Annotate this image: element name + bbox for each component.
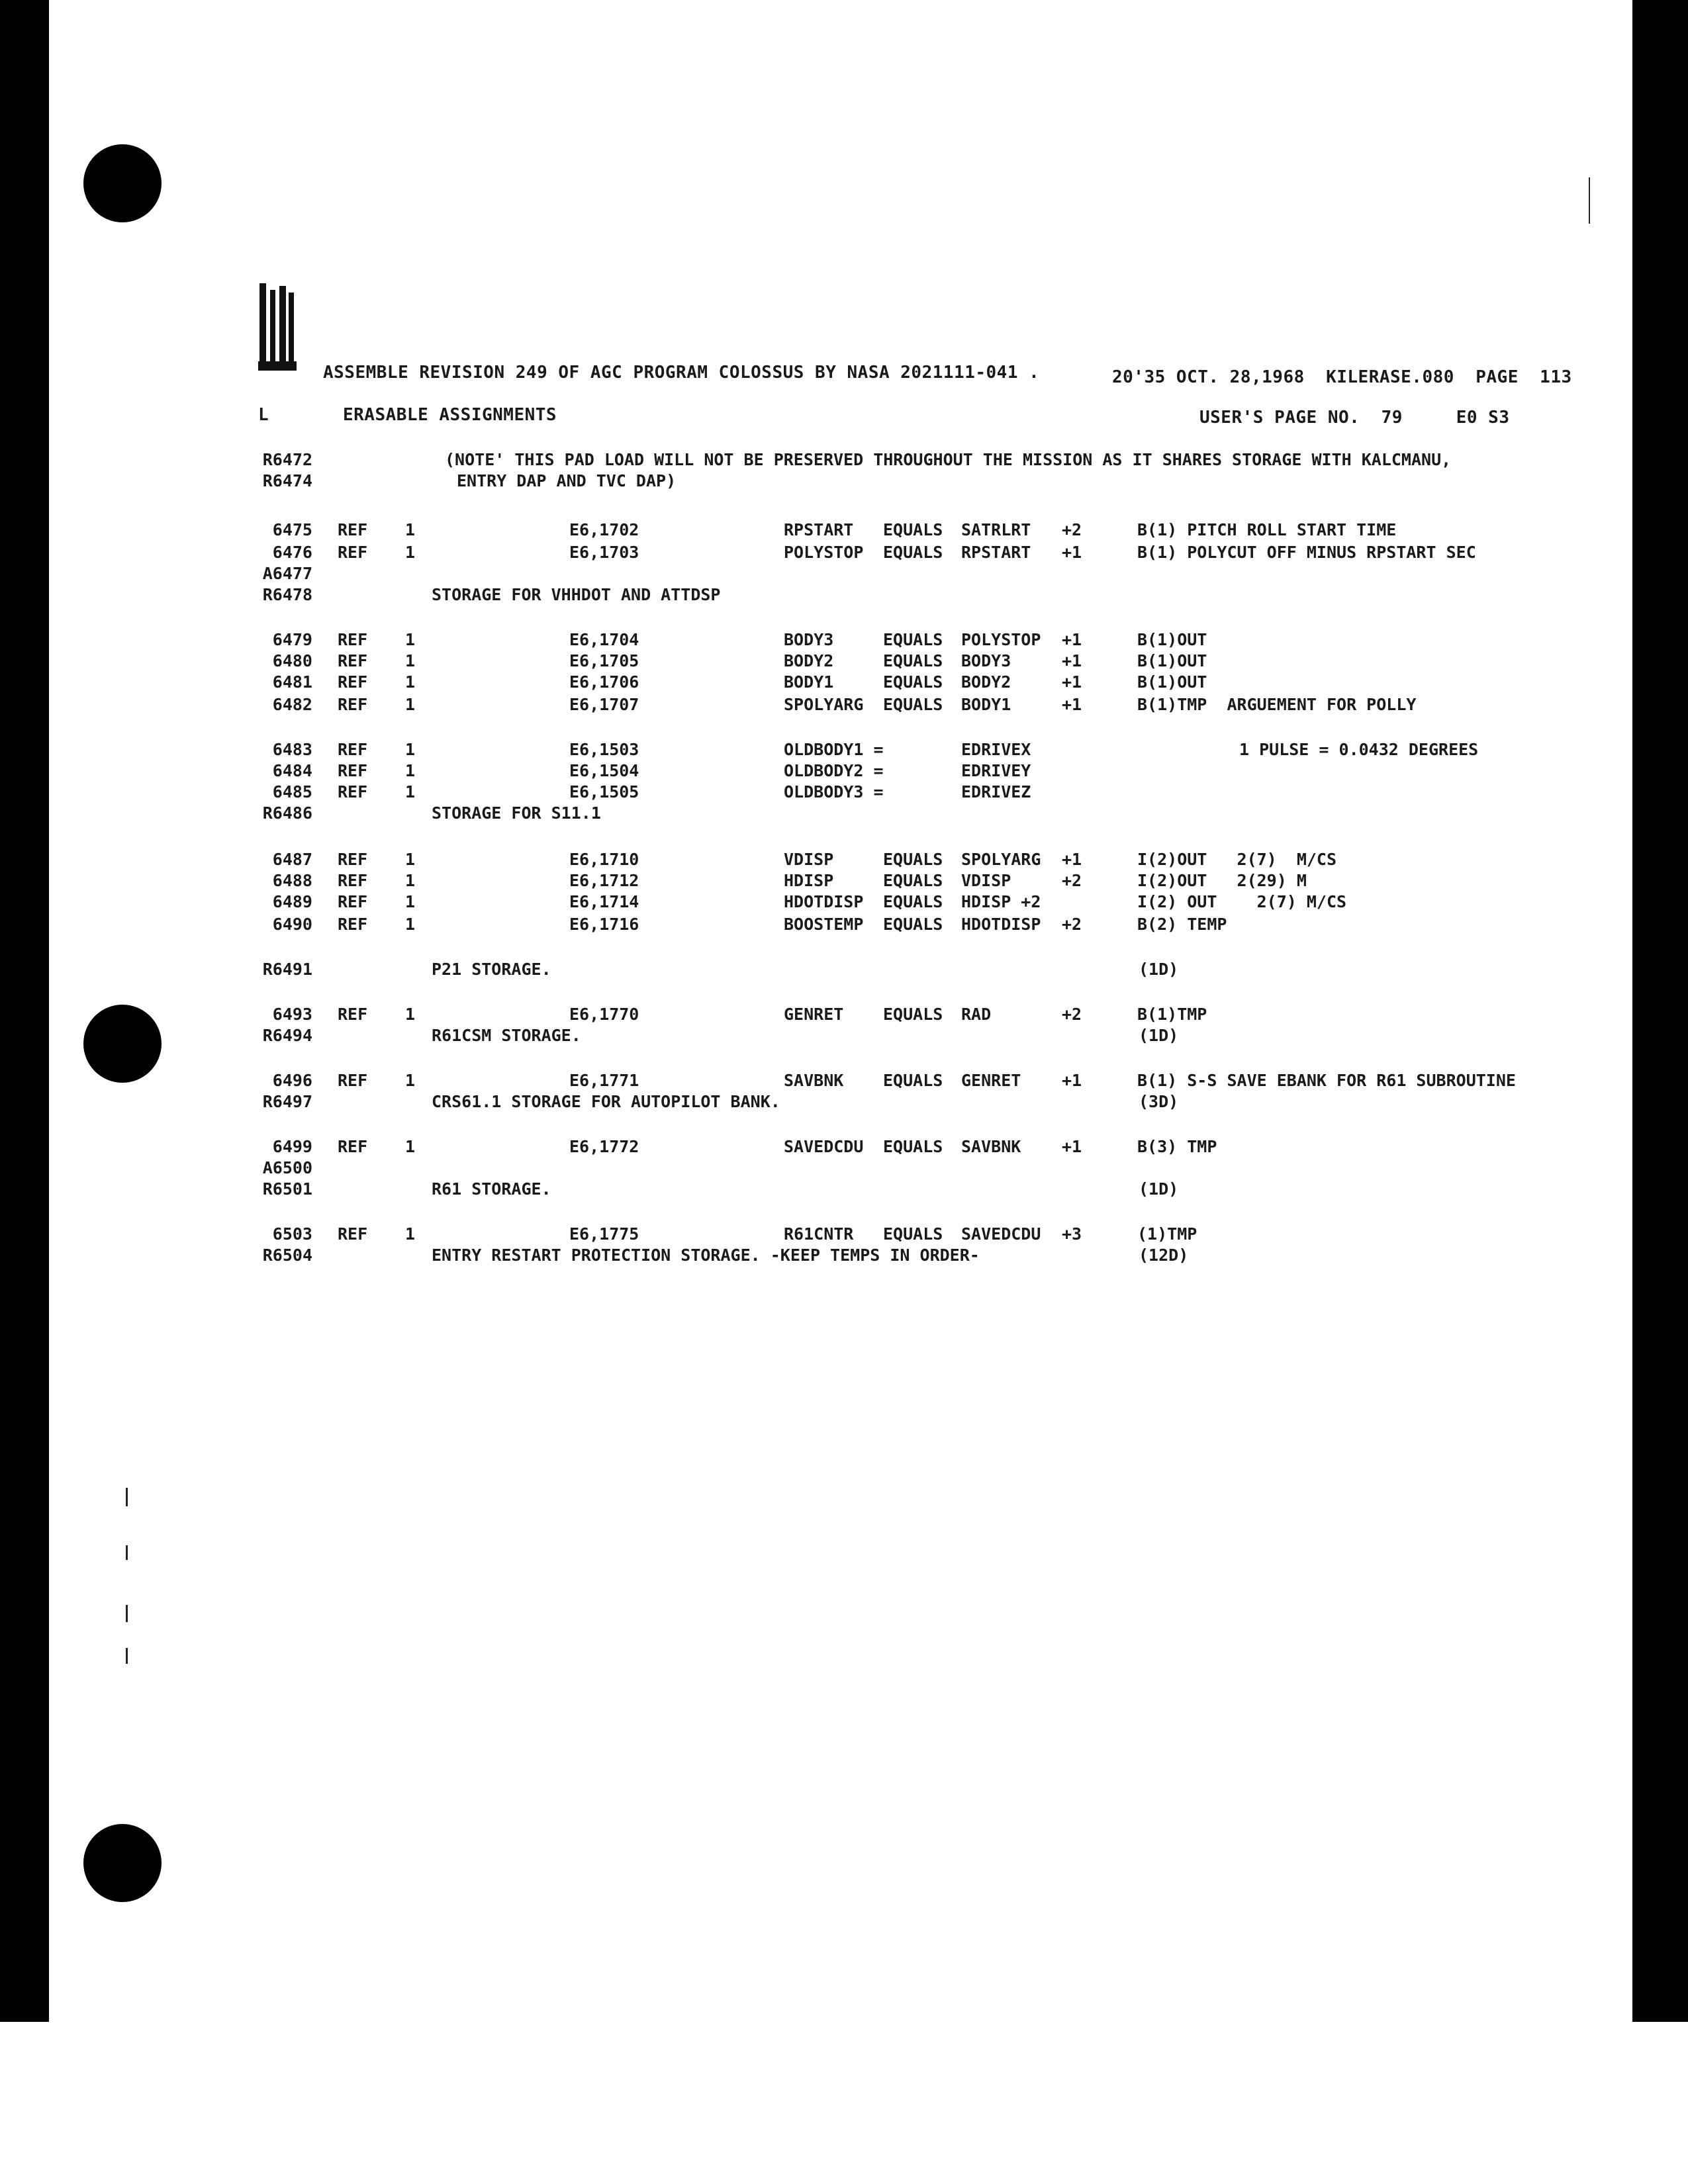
listing-line [0, 1026, 1688, 1050]
ref-flag: REF [338, 630, 368, 649]
margin-mark [126, 1605, 128, 1622]
ref-count: 1 [405, 630, 416, 649]
listing-line [0, 871, 1688, 895]
ref-count: 1 [405, 695, 416, 714]
symbol: SAVEDCDU [784, 1137, 864, 1156]
ref-count: 1 [405, 740, 416, 759]
symbol: OLDBODY1 = [784, 740, 884, 759]
ref-flag: REF [338, 1137, 368, 1156]
users-page-number: 79 [1381, 408, 1403, 428]
ref-count: 1 [405, 915, 416, 934]
operand: BODY3 [961, 651, 1011, 670]
remark-count: (3D) [1139, 1092, 1179, 1111]
symbol: BODY1 [784, 672, 834, 692]
operand: HDOTDISP [961, 915, 1041, 934]
ref-flag: REF [338, 695, 368, 714]
ref-count: 1 [405, 520, 416, 539]
address: E6,1710 [569, 850, 639, 869]
comment: B(1) POLYCUT OFF MINUS RPSTART SEC [1137, 543, 1476, 562]
address: E6,1714 [569, 892, 639, 911]
remark-text: R61CSM STORAGE. [432, 1026, 581, 1045]
address: E6,1704 [569, 630, 639, 649]
address: E6,1702 [569, 520, 639, 539]
offset: +1 [1062, 543, 1082, 562]
remark-count: (1D) [1139, 960, 1179, 979]
offset: +3 [1062, 1224, 1082, 1244]
remark-text: R61 STORAGE. [432, 1179, 551, 1199]
symbol: BOOSTEMP [784, 915, 864, 934]
opcode: EQUALS [883, 915, 943, 934]
line-number: A6500 [262, 1158, 312, 1177]
ref-flag: REF [338, 651, 368, 670]
operand: RPSTART [961, 543, 1031, 562]
users-page-label: USER'S PAGE NO. [1199, 408, 1360, 428]
comment: B(1)TMP ARGUEMENT FOR POLLY [1137, 695, 1417, 714]
offset: +1 [1062, 651, 1082, 670]
line-number: 6488 [272, 871, 312, 890]
remark-count: (12D) [1139, 1246, 1189, 1265]
ref-count: 1 [405, 1137, 416, 1156]
ref-count: 1 [405, 1005, 416, 1024]
symbol: RPSTART [784, 520, 854, 539]
opcode: EQUALS [883, 695, 943, 714]
offset: +1 [1062, 850, 1082, 869]
operand: SAVEDCDU [961, 1224, 1041, 1244]
margin-mark [126, 1648, 128, 1664]
listing-line [0, 850, 1688, 874]
address: E6,1770 [569, 1005, 639, 1024]
line-number: 6480 [272, 651, 312, 670]
symbol: R61CNTR [784, 1224, 854, 1244]
ref-count: 1 [405, 651, 416, 670]
opcode: EQUALS [883, 850, 943, 869]
comment: B(1) S-S SAVE EBANK FOR R61 SUBROUTINE [1137, 1071, 1516, 1090]
symbol: POLYSTOP [784, 543, 864, 562]
ref-flag: REF [338, 543, 368, 562]
listing-line [0, 892, 1688, 916]
offset: +1 [1062, 630, 1082, 649]
remark-count: (1D) [1139, 1179, 1179, 1199]
address: E6,1505 [569, 782, 639, 801]
listing-line [0, 761, 1688, 785]
offset: +1 [1062, 695, 1082, 714]
margin-mark [1589, 177, 1590, 224]
line-number: R6472 [262, 450, 312, 469]
address: E6,1775 [569, 1224, 639, 1244]
operand: EDRIVEY [961, 761, 1031, 780]
symbol: BODY3 [784, 630, 834, 649]
remark-count: (1D) [1139, 1026, 1179, 1045]
symbol: VDISP [784, 850, 834, 869]
comment: B(1)TMP [1137, 1005, 1207, 1024]
listing-line [0, 651, 1688, 675]
remark-text: STORAGE FOR S11.1 [432, 803, 601, 823]
opcode: EQUALS [883, 1005, 943, 1024]
listing-line [0, 803, 1688, 827]
listing-line [0, 1005, 1688, 1028]
comment: 1 PULSE = 0.0432 DEGREES [1239, 740, 1479, 759]
comment: B(1)OUT [1137, 651, 1207, 670]
ref-count: 1 [405, 543, 416, 562]
listing-line [0, 915, 1688, 938]
ref-count: 1 [405, 672, 416, 692]
line-number: 6482 [272, 695, 312, 714]
comment: B(1)OUT [1137, 672, 1207, 692]
listing-line [0, 450, 1688, 474]
remark-text: P21 STORAGE. [432, 960, 551, 979]
ebank-setting: E0 S3 [1456, 408, 1510, 428]
symbol: SPOLYARG [784, 695, 864, 714]
line-number: 6493 [272, 1005, 312, 1024]
margin-mark [126, 1545, 128, 1560]
listing-type: L [258, 405, 269, 425]
ref-flag: REF [338, 740, 368, 759]
symbol: HDOTDISP [784, 892, 864, 911]
listing-line [0, 1092, 1688, 1116]
listing-line [0, 672, 1688, 696]
offset: +1 [1062, 1137, 1082, 1156]
line-number: 6483 [272, 740, 312, 759]
operand: RAD [961, 1005, 992, 1024]
listing-line [0, 564, 1688, 588]
line-number: R6497 [262, 1092, 312, 1111]
operand: VDISP [961, 871, 1011, 890]
line-number: R6486 [262, 803, 312, 823]
ref-count: 1 [405, 782, 416, 801]
line-number: R6491 [262, 960, 312, 979]
address: E6,1707 [569, 695, 639, 714]
listing-line [0, 1158, 1688, 1182]
section-title: ERASABLE ASSIGNMENTS [343, 405, 557, 425]
listing-line [0, 740, 1688, 764]
operand: BODY2 [961, 672, 1011, 692]
line-number: R6478 [262, 585, 312, 604]
address: E6,1772 [569, 1137, 639, 1156]
line-number: R6504 [262, 1246, 312, 1265]
listing-line [0, 471, 1688, 495]
comment: I(2)OUT 2(29) M [1137, 871, 1307, 890]
line-number: 6503 [272, 1224, 312, 1244]
line-number: 6476 [272, 543, 312, 562]
line-number: R6494 [262, 1026, 312, 1045]
line-number: 6475 [272, 520, 312, 539]
ref-count: 1 [405, 850, 416, 869]
header-file: KILERASE.080 [1326, 367, 1454, 387]
ref-flag: REF [338, 915, 368, 934]
symbol: BODY2 [784, 651, 834, 670]
symbol: OLDBODY2 = [784, 761, 884, 780]
remark-text: STORAGE FOR VHHDOT AND ATTDSP [432, 585, 721, 604]
address: E6,1771 [569, 1071, 639, 1090]
listing-line [0, 782, 1688, 806]
ref-flag: REF [338, 761, 368, 780]
address: E6,1703 [569, 543, 639, 562]
listing-header: ASSEMBLE REVISION 249 OF AGC PROGRAM COLOSSUS BY NASA 2021111-041 . [323, 363, 1040, 383]
operand: EDRIVEZ [961, 782, 1031, 801]
opcode: EQUALS [883, 892, 943, 911]
listing-line [0, 543, 1688, 567]
ref-count: 1 [405, 871, 416, 890]
offset: +1 [1062, 672, 1082, 692]
listing-line [0, 960, 1688, 983]
address: E6,1716 [569, 915, 639, 934]
ref-count: 1 [405, 1224, 416, 1244]
comment: B(3) TMP [1137, 1137, 1217, 1156]
comment: I(2) OUT 2(7) M/CS [1137, 892, 1347, 911]
line-number: 6489 [272, 892, 312, 911]
line-number: R6474 [262, 471, 312, 490]
listing-line [0, 630, 1688, 654]
ref-flag: REF [338, 672, 368, 692]
printer-logo-icon [258, 283, 298, 376]
operand: SATRLRT [961, 520, 1031, 539]
operand: EDRIVEX [961, 740, 1031, 759]
line-number: 6481 [272, 672, 312, 692]
symbol: OLDBODY3 = [784, 782, 884, 801]
ref-flag: REF [338, 520, 368, 539]
ref-flag: REF [338, 850, 368, 869]
opcode: EQUALS [883, 1137, 943, 1156]
ref-count: 1 [405, 1071, 416, 1090]
punch-hole-bottom [83, 1824, 162, 1902]
line-number: 6490 [272, 915, 312, 934]
remark-text: ENTRY DAP AND TVC DAP) [457, 471, 677, 490]
offset: +1 [1062, 1071, 1082, 1090]
opcode: EQUALS [883, 630, 943, 649]
ref-flag: REF [338, 782, 368, 801]
line-number: 6479 [272, 630, 312, 649]
operand: POLYSTOP [961, 630, 1041, 649]
listing-line [0, 585, 1688, 609]
listing-header-right [1112, 367, 1572, 387]
operand: HDISP +2 [961, 892, 1041, 911]
address: E6,1706 [569, 672, 639, 692]
offset: +2 [1062, 1005, 1082, 1024]
line-number: 6499 [272, 1137, 312, 1156]
remark-text: ENTRY RESTART PROTECTION STORAGE. -KEEP TEMPS IN ORDER- [432, 1246, 980, 1265]
address: E6,1705 [569, 651, 639, 670]
address: E6,1503 [569, 740, 639, 759]
comment: B(1)OUT [1137, 630, 1207, 649]
line-number: 6487 [272, 850, 312, 869]
users-page [1199, 408, 1510, 428]
line-number: 6484 [272, 761, 312, 780]
comment: (1)TMP [1137, 1224, 1197, 1244]
ref-flag: REF [338, 1224, 368, 1244]
header-date: 20'35 OCT. 28,1968 [1112, 367, 1305, 387]
listing-line [0, 1224, 1688, 1248]
listing-line [0, 1137, 1688, 1161]
opcode: EQUALS [883, 520, 943, 539]
address: E6,1504 [569, 761, 639, 780]
operand: SAVBNK [961, 1137, 1021, 1156]
operand: SPOLYARG [961, 850, 1041, 869]
line-number: A6477 [262, 564, 312, 583]
comment: B(2) TEMP [1137, 915, 1227, 934]
listing-line [0, 1246, 1688, 1269]
offset: +2 [1062, 871, 1082, 890]
opcode: EQUALS [883, 1071, 943, 1090]
remark-text: (NOTE' THIS PAD LOAD WILL NOT BE PRESERVED THROUGHOUT THE MISSION AS IT SHARES STORAGE WITH KALCMANU, [445, 450, 1452, 469]
margin-mark [126, 1488, 128, 1506]
opcode: EQUALS [883, 543, 943, 562]
ref-flag: REF [338, 871, 368, 890]
symbol: HDISP [784, 871, 834, 890]
opcode: EQUALS [883, 672, 943, 692]
ref-flag: REF [338, 892, 368, 911]
comment: B(1) PITCH ROLL START TIME [1137, 520, 1397, 539]
line-number: 6496 [272, 1071, 312, 1090]
page-number: 113 [1540, 367, 1572, 387]
opcode: EQUALS [883, 651, 943, 670]
listing-line [0, 695, 1688, 719]
page-label: PAGE [1476, 367, 1519, 387]
listing-line [0, 1071, 1688, 1095]
offset: +2 [1062, 520, 1082, 539]
punch-hole-top [83, 144, 162, 222]
line-number: R6501 [262, 1179, 312, 1199]
remark-text: CRS61.1 STORAGE FOR AUTOPILOT BANK. [432, 1092, 780, 1111]
operand: GENRET [961, 1071, 1021, 1090]
offset: +2 [1062, 915, 1082, 934]
comment: I(2)OUT 2(7) M/CS [1137, 850, 1337, 869]
ref-flag: REF [338, 1071, 368, 1090]
operand: BODY1 [961, 695, 1011, 714]
line-number: 6485 [272, 782, 312, 801]
listing-line [0, 1179, 1688, 1203]
ref-count: 1 [405, 892, 416, 911]
address: E6,1712 [569, 871, 639, 890]
listing-line [0, 520, 1688, 544]
symbol: SAVBNK [784, 1071, 844, 1090]
ref-flag: REF [338, 1005, 368, 1024]
opcode: EQUALS [883, 871, 943, 890]
opcode: EQUALS [883, 1224, 943, 1244]
symbol: GENRET [784, 1005, 844, 1024]
ref-count: 1 [405, 761, 416, 780]
